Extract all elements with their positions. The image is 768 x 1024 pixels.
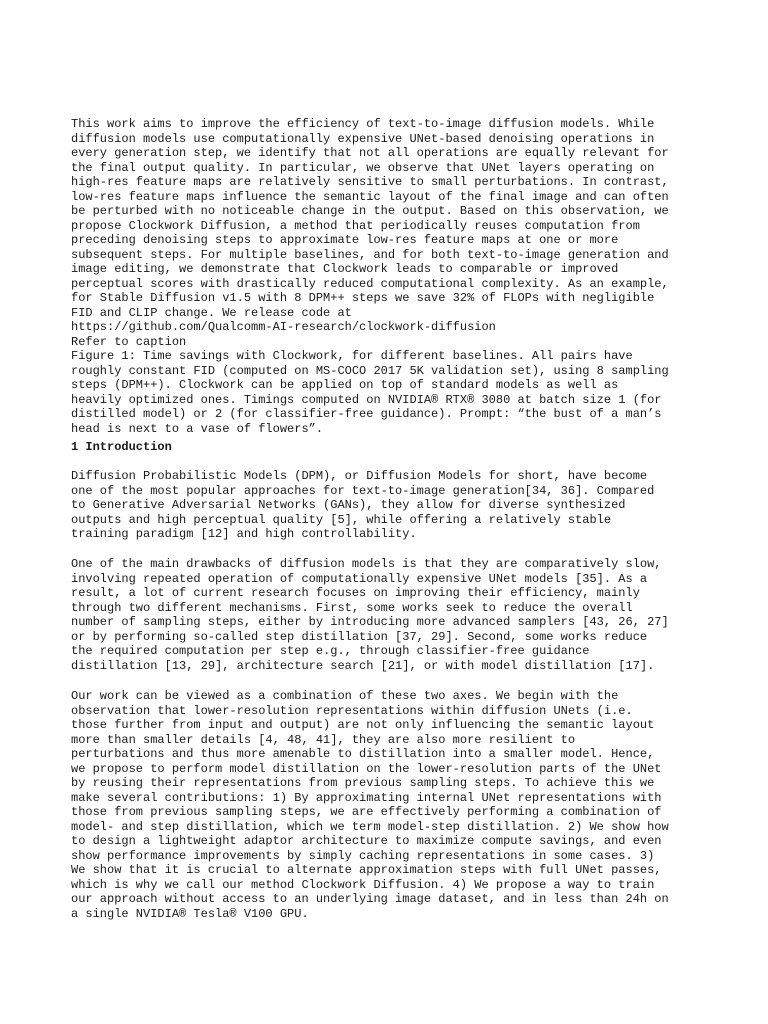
intro-paragraph-2: One of the main drawbacks of diffusion models is that they are comparatively slow, involving repeated operation of computationally expensive UNet models [35]. As a result, a lot of current research focuses on improving their efficiency, mainly through two different mechanisms. First, some works seek to reduce the overall number of sampling steps, either by introducing more advanced samplers [43, 26, 27] or by performing so-called step distillation [37, 29]. Second, some works reduce the required computation per step e.g., through classifier-free guidance distillation [13, 29], architecture search [21], or with model distillation [17].	[71, 557, 669, 673]
intro-paragraph-3: Our work can be viewed as a combination of these two axes. We begin with the observation that lower-resolution representations within diffusion UNets (i.e. those further from input and output) are not only influencing the semantic layout more than smaller details [4, 48, 41], they are also more resilient to perturbations and thus more amenable to distillation into a smaller model. Hence, we propose to perform model distillation on the lower-resolution parts of the UNet by reusing their representations from previous sampling steps. To achieve this we make several contributions: 1) By approximating internal UNet representations with those from previous sampling steps, we are effectively performing a combination of model- and step distillation, which we term model-step distillation. 2) We show how to design a lightweight adaptor architecture to maximize compute savings, and even show performance improvements by simply caching representations in some cases. 3) We show that it is crucial to alternate approximation steps with full UNet passes, which is why we call our method Clockwork Diffusion. 4) We propose a way to train our approach without access to an underlying image dataset, and in less than 24h on a single NVIDIA® Tesla® V100 GPU.	[71, 689, 669, 921]
abstract-text: This work aims to improve the efficiency of text-to-image diffusion models. While diffusion models use computationally expensive UNet-based denoising operations in every generation step, we identify that not all operations are equally relevant for the final output quality. In particular, we observe that UNet layers operating on high-res feature maps are relatively sensitive to small perturbations. In contrast, low-res feature maps influence the semantic layout of the final image and can often be perturbed with no noticeable change in the output. Based on this observation, we propose Clockwork Diffusion, a method that periodically reuses computation from preceding denoising steps to approximate low-res feature maps at one or more subsequent steps. For multiple baselines, and for both text-to-image generation and image editing, we demonstrate that Clockwork leads to comparable or improved perceptual scores with drastically reduced computational complexity. As an example, for Stable Diffusion v1.5 with 8 DPM++ steps we save 32% of FLOPs with negligible FID and CLIP change. We release code at https://github.com/Qualcomm-AI-research/clockwork-diffusion	[71, 117, 669, 334]
figure-alt-text: Refer to caption	[71, 335, 187, 349]
intro-paragraph-1: Diffusion Probabilistic Models (DPM), or Diffusion Models for short, have become one of the most popular approaches for text-to-image generation[34, 36]. Compared to Generative Adversarial Networks (GANs), they allow for diverse synthesized outputs and high perceptual quality [5], while offering a relatively stable training paradigm [12] and high controllability.	[71, 469, 655, 541]
figure-caption: Figure 1: Time savings with Clockwork, for different baselines. All pairs have roughly constant FID (computed on MS-COCO 2017 5K validation set), using 8 sampling steps (DPM++). Clockwork can be applied on top of standard models as well as heavily optimized ones. Timings computed on NVIDIA® RTX® 3080 at batch size 1 (for distilled model) or 2 (for classifier-free guidance). Prompt: “the bust of a man’s head is next to a vase of flowers”.	[71, 349, 669, 436]
section-heading: 1 Introduction	[71, 440, 172, 454]
